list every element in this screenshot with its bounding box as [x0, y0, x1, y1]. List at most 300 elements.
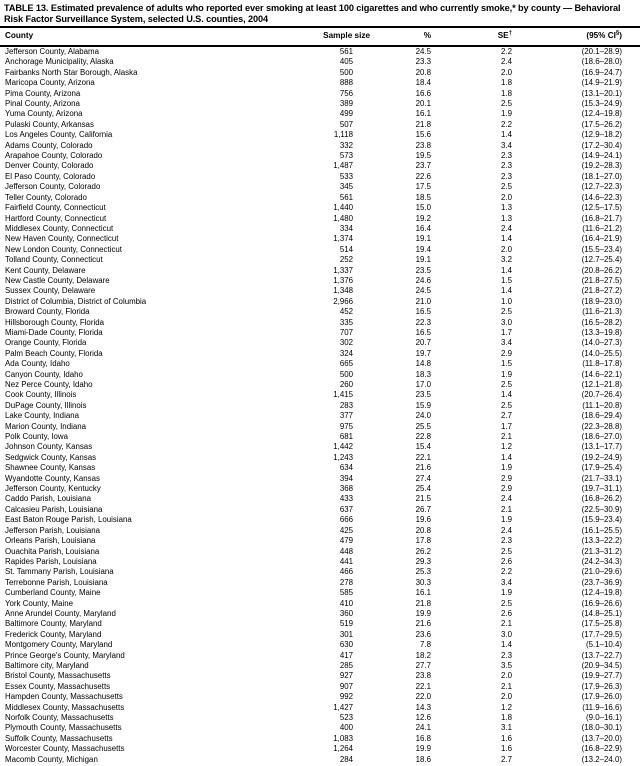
table-row [0, 109, 640, 119]
table-title: TABLE 13. Estimated prevalence of adults who reported ever smoking at least 100 cigarettes and who currently smoke,* by county — Behavioral Risk Factor Surveillance System, selected U.S. counties, 2004 [4, 3, 621, 24]
sample-size-cell: 368 [339, 484, 353, 494]
se-cell: 2.3 [501, 650, 512, 660]
table-row [0, 484, 640, 494]
sample-size-cell: 332 [339, 140, 353, 150]
se-cell: 2.9 [501, 473, 512, 483]
ci-cell: (16.8–21.7) [581, 213, 622, 223]
percent-cell: 18.4 [415, 78, 431, 88]
percent-cell: 26.2 [415, 546, 431, 556]
ci-cell: (20.7–26.4) [581, 390, 622, 400]
ci-cell: (15.3–24.9) [581, 99, 622, 109]
sample-size-cell: 1,442 [333, 442, 353, 452]
se-cell: 1.4 [501, 130, 512, 140]
ci-cell: (5.1–10.4) [586, 640, 622, 650]
sample-size-cell: 1,487 [333, 161, 353, 171]
ci-cell: (12.4–19.8) [581, 588, 622, 598]
table-row [0, 349, 640, 359]
ci-cell: (16.8–22.9) [581, 744, 622, 754]
sample-size-cell: 523 [339, 713, 353, 722]
ci-cell: (18.0–30.1) [581, 723, 622, 733]
ci-cell: (19.9–27.7) [581, 671, 622, 681]
se-cell: 1.6 [501, 744, 512, 754]
se-cell: 2.0 [501, 192, 512, 202]
ci-cell: (12.4–19.8) [581, 109, 622, 119]
percent-cell: 23.5 [415, 390, 431, 400]
county-cell: Jefferson County, Colorado [5, 182, 101, 192]
percent-cell: 18.3 [415, 369, 431, 379]
se-cell: 3.4 [501, 140, 512, 150]
se-cell: 1.7 [501, 327, 512, 337]
ci-section-footnote-marker: § [615, 30, 620, 37]
table-row [0, 161, 640, 171]
se-cell: 1.3 [501, 213, 512, 223]
col-header-county-label: County [5, 31, 34, 40]
col-header-se-label: SE [497, 31, 509, 40]
county-cell: Orange County, Florida [5, 338, 87, 348]
table-row [0, 297, 640, 307]
sample-size-cell: 514 [339, 244, 353, 254]
percent-cell: 23.6 [415, 629, 431, 639]
county-cell: Orleans Parish, Louisiana [5, 536, 96, 546]
table-row [0, 380, 640, 390]
table-row [0, 630, 640, 640]
county-cell: Ada County, Idaho [5, 359, 70, 369]
sample-size-cell: 666 [339, 515, 353, 525]
percent-cell: 22.1 [415, 681, 431, 691]
table-row [0, 151, 640, 161]
table-row [0, 255, 640, 265]
ci-cell: (13.3–19.8) [581, 327, 622, 337]
table-row [0, 463, 640, 473]
percent-cell: 23.5 [415, 265, 431, 275]
table-row [0, 57, 640, 67]
county-cell: DuPage County, Illinois [5, 400, 87, 410]
col-header-ci-close-paren: ) [619, 31, 622, 40]
se-cell: 1.6 [501, 733, 512, 743]
se-cell: 2.3 [501, 151, 512, 161]
percent-cell: 21.0 [415, 296, 431, 306]
sample-size-cell: 1,264 [333, 744, 353, 754]
percent-cell: 16.4 [415, 223, 431, 233]
county-cell: Lake County, Indiana [5, 411, 79, 421]
percent-cell: 21.8 [415, 598, 431, 608]
county-cell: Los Angeles County, California [5, 130, 113, 140]
percent-cell: 17.0 [415, 380, 431, 389]
col-header-ci [512, 27, 640, 46]
ci-cell: (13.1–17.7) [581, 442, 622, 452]
table-row [0, 318, 640, 328]
percent-cell: 7.8 [420, 640, 431, 650]
table-row [0, 286, 640, 296]
ci-cell: (22.5–30.9) [581, 504, 622, 514]
se-cell: 2.1 [501, 681, 512, 691]
county-cell: Middlesex County, Connecticut [5, 223, 114, 233]
county-cell: Ouachita Parish, Louisiana [5, 546, 100, 556]
county-cell: Cook County, Illinois [5, 390, 77, 400]
county-cell: Pima County, Arizona [5, 88, 81, 98]
sample-size-cell: 665 [339, 359, 353, 369]
percent-cell: 22.1 [415, 452, 431, 462]
percent-cell: 30.3 [415, 577, 431, 587]
table-row [0, 89, 640, 99]
se-cell: 1.4 [501, 640, 512, 650]
table-row [0, 46, 640, 57]
sample-size-cell: 1,243 [333, 452, 353, 462]
percent-cell: 26.7 [415, 504, 431, 514]
ci-cell: (14.0–27.3) [581, 338, 622, 348]
table-row [0, 307, 640, 317]
ci-cell: (19.7–31.1) [581, 484, 622, 494]
se-cell: 2.0 [501, 692, 512, 702]
percent-cell: 18.5 [415, 192, 431, 202]
se-cell: 1.9 [501, 109, 512, 119]
sample-size-cell: 1,427 [333, 702, 353, 712]
se-cell: 2.1 [501, 504, 512, 514]
percent-cell: 19.2 [415, 213, 431, 223]
sample-size-cell: 389 [339, 99, 353, 109]
percent-cell: 15.9 [415, 400, 431, 410]
se-cell: 1.9 [501, 515, 512, 525]
percent-cell: 20.1 [415, 99, 431, 109]
county-cell: Broward County, Florida [5, 307, 90, 317]
ci-cell: (16.1–25.5) [581, 525, 622, 535]
ci-cell: (21.8–27.5) [581, 275, 622, 285]
sample-size-cell: 756 [339, 88, 353, 98]
se-cell: 1.4 [501, 390, 512, 400]
se-cell: 2.5 [501, 380, 512, 389]
sample-size-cell: 345 [339, 182, 353, 192]
percent-cell: 19.5 [415, 151, 431, 161]
county-cell: Wyandotte County, Kansas [5, 473, 100, 483]
percent-cell: 29.3 [415, 556, 431, 566]
sample-size-cell: 1,348 [333, 286, 353, 296]
table-body [0, 46, 640, 765]
table-row [0, 557, 640, 567]
county-cell: Teller County, Colorado [5, 192, 87, 202]
percent-cell: 21.6 [415, 463, 431, 473]
table-row [0, 68, 640, 78]
county-cell: Nez Perce County, Idaho [5, 380, 93, 389]
sample-size-cell: 1,415 [333, 390, 353, 400]
table-row [0, 453, 640, 463]
table-row [0, 234, 640, 244]
ci-cell: (14.9–21.9) [581, 78, 622, 88]
ci-cell: (20.9–34.5) [581, 660, 622, 670]
se-cell: 2.6 [501, 608, 512, 618]
county-cell: Hillsborough County, Florida [5, 317, 104, 327]
sample-size-cell: 301 [339, 629, 353, 639]
county-cell: Caddo Parish, Louisiana [5, 494, 91, 504]
percent-cell: 17.8 [415, 536, 431, 546]
se-cell: 2.5 [501, 546, 512, 556]
ci-cell: (13.1–20.1) [581, 88, 622, 98]
table-header [0, 27, 640, 46]
table-row [0, 547, 640, 557]
county-cell: Sussex County, Delaware [5, 286, 96, 296]
percent-cell: 24.1 [415, 723, 431, 733]
table-row [0, 214, 640, 224]
county-cell: Baltimore County, Maryland [5, 619, 102, 629]
ci-cell: (17.7–29.5) [581, 629, 622, 639]
sample-size-cell: 252 [339, 255, 353, 265]
county-cell: Jefferson Parish, Louisiana [5, 525, 101, 535]
table-row [0, 141, 640, 151]
se-cell: 3.1 [501, 723, 512, 733]
se-dagger-footnote-marker: † [508, 30, 512, 37]
sample-size-cell: 992 [339, 692, 353, 702]
col-header-percent-label: % [423, 31, 431, 40]
ci-cell: (17.9–25.4) [581, 463, 622, 473]
table-row [0, 422, 640, 432]
table-row [0, 599, 640, 609]
ci-cell: (9.0–16.1) [586, 713, 622, 722]
ci-cell: (21.8–27.2) [581, 286, 622, 296]
table-row [0, 723, 640, 733]
se-cell: 1.8 [501, 88, 512, 98]
se-cell: 3.4 [501, 338, 512, 348]
table-row [0, 432, 640, 442]
se-cell: 1.5 [501, 275, 512, 285]
sample-size-cell: 888 [339, 78, 353, 88]
ci-cell: (12.9–18.2) [581, 130, 622, 140]
se-cell: 1.9 [501, 588, 512, 598]
ci-cell: (17.2–30.4) [581, 140, 622, 150]
county-cell: Yuma County, Arizona [5, 109, 83, 119]
se-cell: 2.5 [501, 307, 512, 317]
county-cell: Anchorage Municipality, Alaska [5, 57, 114, 67]
ci-cell: (20.1–28.9) [581, 47, 622, 56]
table-row [0, 671, 640, 681]
ci-cell: (13.2–24.0) [581, 754, 622, 764]
percent-cell: 19.1 [415, 255, 431, 265]
sample-size-cell: 561 [339, 192, 353, 202]
county-cell: Plymouth County, Massachusetts [5, 723, 122, 733]
table-row [0, 619, 640, 629]
sample-size-cell: 519 [339, 619, 353, 629]
county-cell: Hartford County, Connecticut [5, 213, 107, 223]
percent-cell: 21.6 [415, 619, 431, 629]
sample-size-cell: 433 [339, 494, 353, 504]
sample-size-cell: 441 [339, 556, 353, 566]
prevalence-table [0, 26, 640, 765]
sample-size-cell: 500 [339, 369, 353, 379]
sample-size-cell: 927 [339, 671, 353, 681]
ci-cell: (12.7–25.4) [581, 255, 622, 265]
table-row [0, 609, 640, 619]
percent-cell: 27.4 [415, 473, 431, 483]
header-row [0, 27, 640, 46]
se-cell: 2.4 [501, 494, 512, 504]
se-cell: 1.2 [501, 702, 512, 712]
ci-cell: (11.6–21.2) [582, 223, 622, 233]
ci-cell: (13.7–22.7) [581, 650, 622, 660]
se-cell: 2.1 [501, 432, 512, 442]
se-cell: 2.5 [501, 598, 512, 608]
sample-size-cell: 479 [339, 536, 353, 546]
sample-size-cell: 400 [339, 723, 353, 733]
col-header-sample-size-label: Sample size [323, 31, 370, 40]
county-cell: Calcasieu Parish, Louisiana [5, 504, 103, 514]
ci-cell: (11.1–20.8) [582, 400, 622, 410]
table-row [0, 474, 640, 484]
se-cell: 1.8 [501, 713, 512, 722]
sample-size-cell: 377 [339, 411, 353, 421]
county-cell: Terrebonne Parish, Louisiana [5, 577, 108, 587]
table-row [0, 203, 640, 213]
sample-size-cell: 707 [339, 327, 353, 337]
sample-size-cell: 1,440 [333, 203, 353, 213]
ci-cell: (14.0–25.5) [581, 348, 622, 358]
sample-size-cell: 500 [339, 67, 353, 77]
sample-size-cell: 507 [339, 119, 353, 129]
county-cell: Anne Arundel County, Maryland [5, 608, 116, 618]
sample-size-cell: 284 [339, 754, 353, 764]
percent-cell: 20.7 [415, 338, 431, 348]
se-cell: 3.5 [501, 660, 512, 670]
county-cell: New Castle County, Delaware [5, 275, 110, 285]
se-cell: 1.3 [501, 203, 512, 213]
ci-cell: (18.6–27.0) [581, 432, 622, 442]
table-row [0, 276, 640, 286]
ci-cell: (19.2–28.3) [581, 161, 622, 171]
percent-cell: 19.9 [415, 744, 431, 754]
ci-cell: (17.9–26.3) [581, 681, 622, 691]
county-cell: Cumberland County, Maine [5, 588, 101, 598]
ci-cell: (16.8–26.2) [581, 494, 622, 504]
table-row [0, 390, 640, 400]
se-cell: 1.7 [501, 421, 512, 431]
percent-cell: 23.7 [415, 161, 431, 171]
table-row [0, 78, 640, 88]
ci-cell: (11.9–16.6) [582, 702, 622, 712]
sample-size-cell: 1,376 [333, 275, 353, 285]
percent-cell: 15.0 [415, 203, 431, 213]
sample-size-cell: 425 [339, 525, 353, 535]
county-cell: Jefferson County, Kentucky [5, 484, 101, 494]
percent-cell: 24.5 [415, 286, 431, 296]
ci-cell: (17.5–26.2) [581, 119, 622, 129]
percent-cell: 21.8 [415, 119, 431, 129]
sample-size-cell: 561 [339, 47, 353, 56]
ci-cell: (14.9–24.1) [581, 151, 622, 161]
table-row [0, 266, 640, 276]
sample-size-cell: 334 [339, 223, 353, 233]
table-row [0, 536, 640, 546]
ci-cell: (17.9–26.0) [581, 692, 622, 702]
sample-size-cell: 324 [339, 348, 353, 358]
table-row [0, 338, 640, 348]
ci-cell: (18.9–23.0) [581, 296, 622, 306]
sample-size-cell: 285 [339, 660, 353, 670]
se-cell: 2.5 [501, 400, 512, 410]
table-row [0, 182, 640, 192]
col-header-sample-size [305, 27, 370, 46]
county-cell: Johnson County, Kansas [5, 442, 93, 452]
percent-cell: 18.2 [415, 650, 431, 660]
percent-cell: 20.8 [415, 525, 431, 535]
percent-cell: 16.1 [415, 588, 431, 598]
county-cell: Pinal County, Arizona [5, 99, 80, 109]
table-row [0, 755, 640, 765]
ci-cell: (14.8–25.1) [581, 608, 622, 618]
ci-cell: (16.9–26.6) [581, 598, 622, 608]
ci-cell: (21.0–29.6) [581, 567, 622, 577]
table-row [0, 515, 640, 525]
ci-cell: (14.6–22.3) [581, 192, 622, 202]
county-cell: New London County, Connecticut [5, 244, 122, 254]
table-row [0, 661, 640, 671]
county-cell: Worcester County, Massachusetts [5, 744, 125, 754]
col-header-ci-label: (95% CI [586, 31, 616, 40]
ci-cell: (13.7–20.0) [581, 733, 622, 743]
se-cell: 1.4 [501, 452, 512, 462]
se-cell: 3.2 [501, 255, 512, 265]
se-cell: 1.0 [501, 296, 512, 306]
sample-size-cell: 394 [339, 473, 353, 483]
ci-cell: (21.3–31.2) [581, 546, 622, 556]
ci-cell: (12.1–21.8) [581, 380, 622, 389]
percent-cell: 23.8 [415, 671, 431, 681]
county-cell: Denver County, Colorado [5, 161, 94, 171]
col-header-county [0, 27, 305, 46]
se-cell: 2.9 [501, 348, 512, 358]
county-cell: Jefferson County, Alabama [5, 47, 100, 56]
percent-cell: 15.4 [415, 442, 431, 452]
se-cell: 1.4 [501, 265, 512, 275]
table-row [0, 224, 640, 234]
sample-size-cell: 335 [339, 317, 353, 327]
table-row [0, 328, 640, 338]
sample-size-cell: 283 [339, 400, 353, 410]
se-cell: 1.5 [501, 359, 512, 369]
percent-cell: 23.8 [415, 140, 431, 150]
percent-cell: 16.6 [415, 88, 431, 98]
county-cell: Polk County, Iowa [5, 432, 69, 442]
ci-cell: (11.8–17.8) [582, 359, 622, 369]
sample-size-cell: 681 [339, 432, 353, 442]
percent-cell: 14.8 [415, 359, 431, 369]
table-row [0, 193, 640, 203]
table-row [0, 578, 640, 588]
percent-cell: 19.6 [415, 515, 431, 525]
se-cell: 2.3 [501, 161, 512, 171]
ci-cell: (21.7–33.1) [581, 473, 622, 483]
ci-cell: (22.3–28.8) [581, 421, 622, 431]
county-cell: El Paso County, Colorado [5, 171, 96, 181]
county-cell: Miami-Dade County, Florida [5, 327, 103, 337]
county-cell: York County, Maine [5, 598, 73, 608]
se-cell: 2.5 [501, 182, 512, 192]
table-row [0, 99, 640, 109]
sample-size-cell: 278 [339, 577, 353, 587]
se-cell: 3.4 [501, 577, 512, 587]
county-cell: Adams County, Colorado [5, 140, 93, 150]
percent-cell: 16.5 [415, 307, 431, 317]
ci-cell: (15.5–23.4) [581, 244, 622, 254]
county-cell: Canyon County, Idaho [5, 369, 83, 379]
ci-cell: (12.5–17.5) [581, 203, 622, 213]
table-row [0, 245, 640, 255]
se-cell: 1.2 [501, 442, 512, 452]
county-cell: Hampden County, Massachusetts [5, 692, 123, 702]
percent-cell: 23.3 [415, 57, 431, 67]
ci-cell: (18.6–28.0) [581, 57, 622, 67]
se-cell: 2.7 [501, 754, 512, 764]
ci-cell: (14.6–22.1) [581, 369, 622, 379]
sample-size-cell: 637 [339, 504, 353, 514]
county-cell: St. Tammany Parish, Louisiana [5, 567, 114, 577]
county-cell: Macomb County, Michigan [5, 754, 98, 764]
